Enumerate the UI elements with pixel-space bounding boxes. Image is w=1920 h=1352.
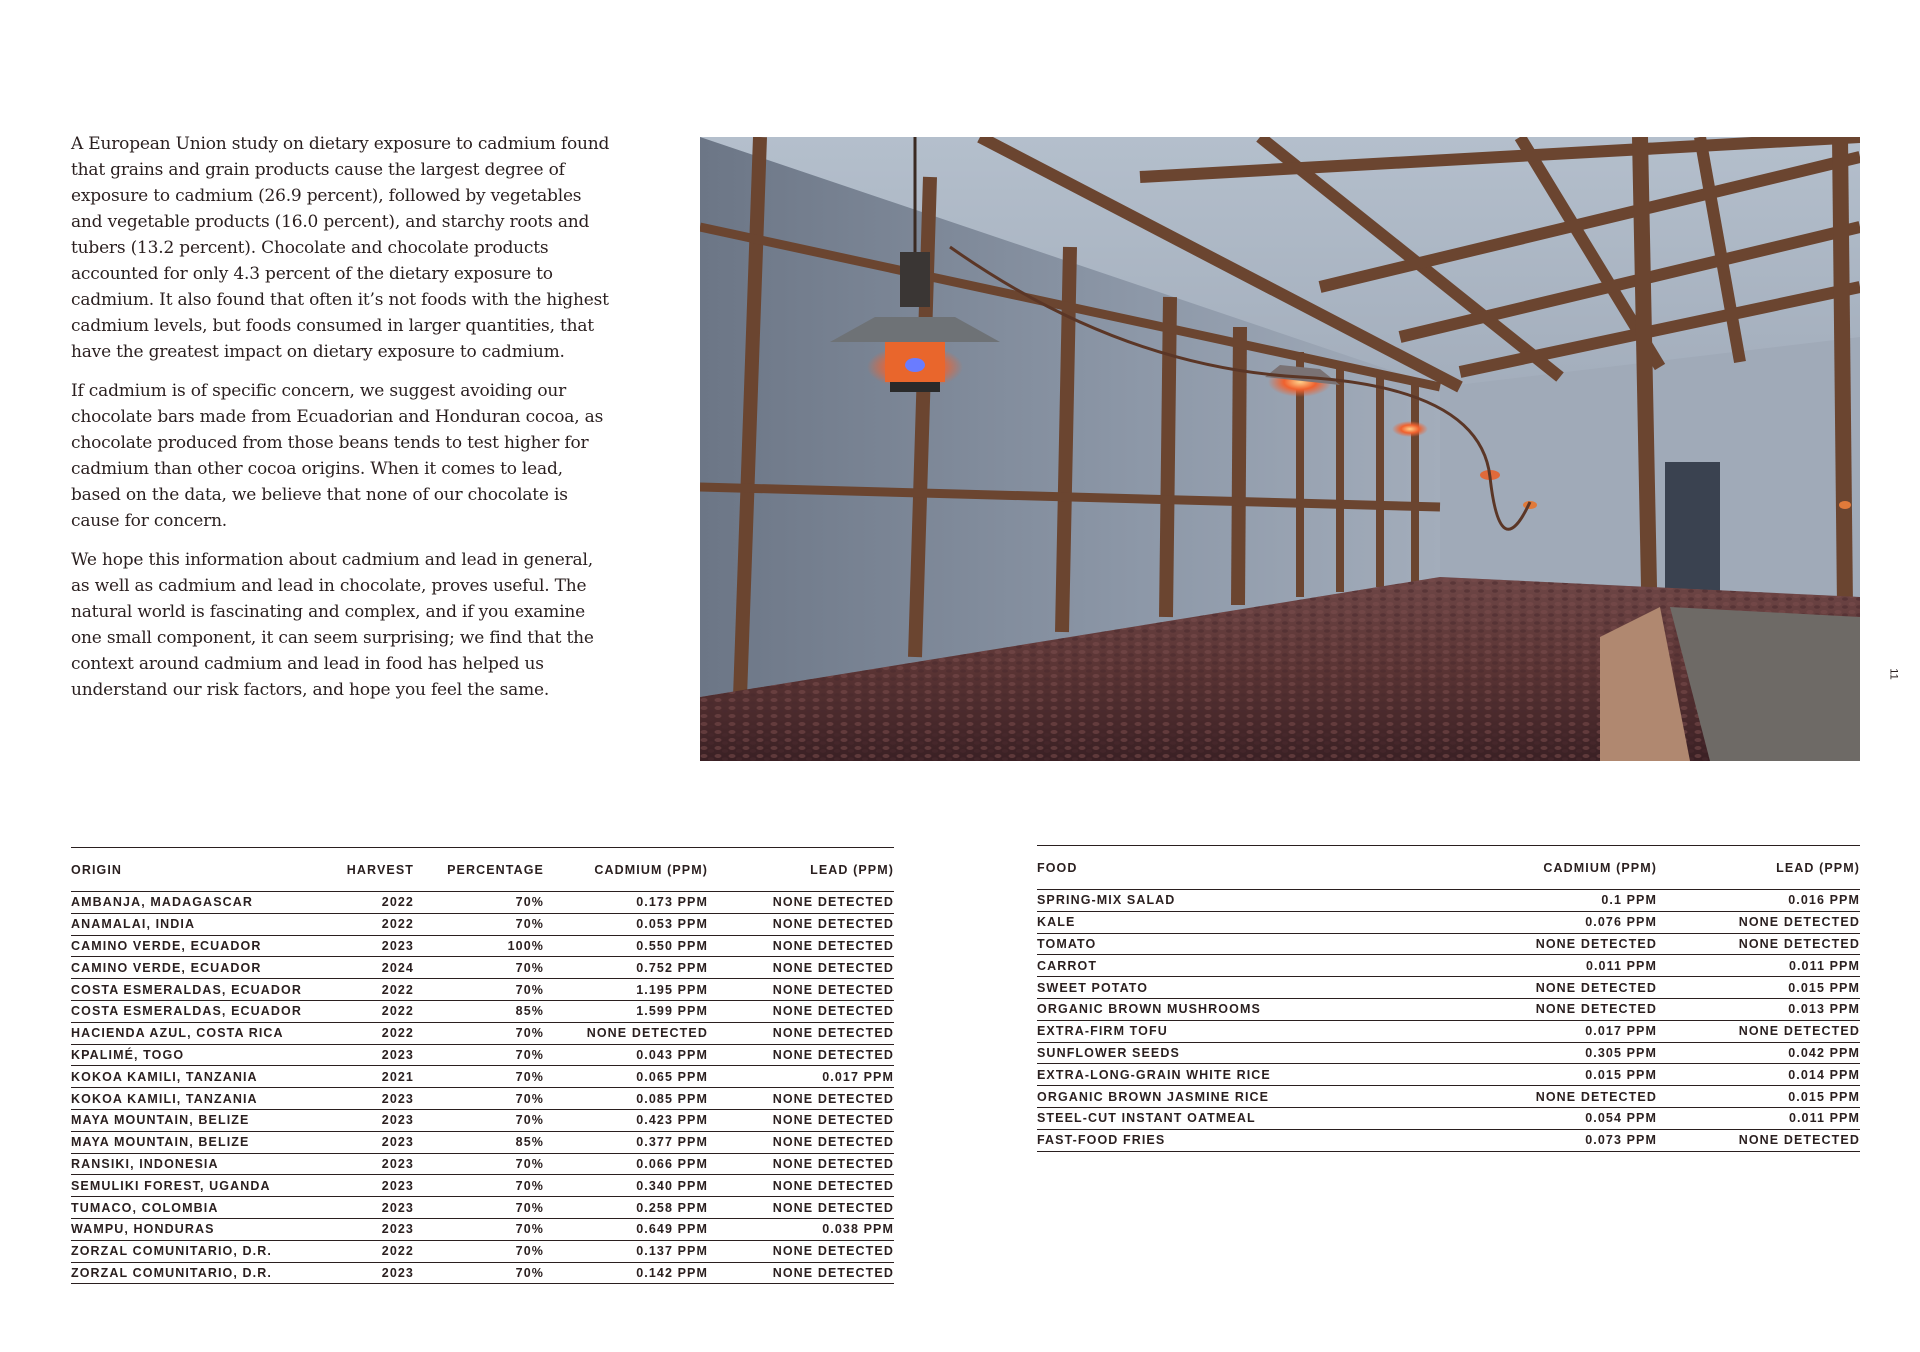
lead-cell: NONE DETECTED: [1657, 1129, 1860, 1151]
column-header-food: FOOD: [1037, 846, 1437, 890]
table-row: [1037, 890, 1860, 912]
lead-cell: 0.042 PPM: [1657, 1042, 1860, 1064]
food-cell: ORGANIC BROWN MUSHROOMS: [1037, 998, 1437, 1020]
percentage-cell: 70%: [414, 1240, 544, 1262]
cadmium-cell: 0.076 PPM: [1437, 911, 1657, 933]
lead-cell: NONE DETECTED: [708, 1197, 894, 1219]
cadmium-cell: NONE DETECTED: [1437, 933, 1657, 955]
lead-cell: 0.017 PPM: [708, 1066, 894, 1088]
body-paragraph-1: A European Union study on dietary exposure to cadmium found that grains and grain products cause the largest degree of exposure to cadmium (26.9 percent), followed by vegetables and vegetable products (16.0 percent), and starchy roots and tubers (13.2 percent). Chocolate and chocolate products accounted for only 4.3 percent of the dietary exposure to cadmium. It also found that often it’s not foods with the highest cadmium levels, but foods consumed in larger quantities, that have the greatest impact on dietary exposure to cadmium.: [71, 134, 610, 362]
percentage-cell: 85%: [414, 1131, 544, 1153]
table-row: [71, 1022, 894, 1044]
harvest-cell: 2022: [321, 979, 414, 1001]
lead-cell: 0.014 PPM: [1657, 1064, 1860, 1086]
table-row: [71, 1000, 894, 1022]
origin-cell: CAMINO VERDE, ECUADOR: [71, 957, 321, 979]
table-row: [71, 1218, 894, 1240]
harvest-cell: 2023: [321, 1109, 414, 1131]
food-cell: TOMATO: [1037, 933, 1437, 955]
cadmium-cell: 0.305 PPM: [1437, 1042, 1657, 1064]
lead-cell: NONE DETECTED: [1657, 1020, 1860, 1042]
cadmium-cell: NONE DETECTED: [544, 1022, 708, 1044]
table-row: [71, 892, 894, 914]
cadmium-cell: 0.065 PPM: [544, 1066, 708, 1088]
cocoa-drying-greenhouse-photo: [700, 137, 1860, 761]
origin-cell: KOKOA KAMILI, TANZANIA: [71, 1088, 321, 1110]
lead-cell: NONE DETECTED: [708, 1262, 894, 1284]
cadmium-cell: NONE DETECTED: [1437, 977, 1657, 999]
harvest-cell: 2021: [321, 1066, 414, 1088]
body-paragraph-3: We hope this information about cadmium and lead in general, as well as cadmium and lead in chocolate, proves useful. The natural world is fascinating and complex, and if you examine one small component, it can seem surprising; we find that the context around cadmium and lead in food has helped us understand our risk factors, and hope you feel the same.: [71, 550, 594, 700]
column-header-origin: ORIGIN: [71, 848, 321, 892]
cadmium-cell: 0.752 PPM: [544, 957, 708, 979]
origin-cell: COSTA ESMERALDAS, ECUADOR: [71, 1000, 321, 1022]
percentage-cell: 70%: [414, 1088, 544, 1110]
lead-cell: 0.016 PPM: [1657, 890, 1860, 912]
cadmium-cell: 0.073 PPM: [1437, 1129, 1657, 1151]
origin-cell: ZORZAL COMUNITARIO, D.R.: [71, 1262, 321, 1284]
cadmium-cell: 0.649 PPM: [544, 1218, 708, 1240]
cadmium-cell: 0.173 PPM: [544, 892, 708, 914]
table-row: [71, 935, 894, 957]
origin-cell: AMBANJA, MADAGASCAR: [71, 892, 321, 914]
table-row: [1037, 1064, 1860, 1086]
lead-cell: NONE DETECTED: [1657, 933, 1860, 955]
table-row: [71, 1262, 894, 1284]
lead-cell: 0.013 PPM: [1657, 998, 1860, 1020]
table-row: [1037, 955, 1860, 977]
cadmium-cell: 0.137 PPM: [544, 1240, 708, 1262]
lead-cell: 0.015 PPM: [1657, 1086, 1860, 1108]
cadmium-cell: NONE DETECTED: [1437, 998, 1657, 1020]
food-cell: SPRING-MIX SALAD: [1037, 890, 1437, 912]
origin-table-body: [71, 892, 894, 1284]
table-row: [71, 913, 894, 935]
percentage-cell: 70%: [414, 913, 544, 935]
percentage-cell: 70%: [414, 1109, 544, 1131]
origin-cell: CAMINO VERDE, ECUADOR: [71, 935, 321, 957]
table-row: [1037, 998, 1860, 1020]
harvest-cell: 2022: [321, 913, 414, 935]
harvest-cell: 2023: [321, 1153, 414, 1175]
lead-cell: NONE DETECTED: [708, 1175, 894, 1197]
table-row: [71, 1240, 894, 1262]
table-row: [1037, 911, 1860, 933]
origin-cell: MAYA MOUNTAIN, BELIZE: [71, 1109, 321, 1131]
origin-cell: COSTA ESMERALDAS, ECUADOR: [71, 979, 321, 1001]
origin-cell: KOKOA KAMILI, TANZANIA: [71, 1066, 321, 1088]
column-header-lead: LEAD (PPM): [708, 848, 894, 892]
table-row: [71, 1044, 894, 1066]
food-cell: CARROT: [1037, 955, 1437, 977]
lead-cell: NONE DETECTED: [708, 935, 894, 957]
lead-cell: NONE DETECTED: [708, 1044, 894, 1066]
origin-cell: HACIENDA AZUL, COSTA RICA: [71, 1022, 321, 1044]
food-levels-table: [1037, 845, 1860, 1152]
cadmium-cell: 0.015 PPM: [1437, 1064, 1657, 1086]
percentage-cell: 85%: [414, 1000, 544, 1022]
table-row: [1037, 1020, 1860, 1042]
lead-cell: NONE DETECTED: [708, 1109, 894, 1131]
percentage-cell: 70%: [414, 892, 544, 914]
table-row: [71, 979, 894, 1001]
lead-cell: 0.011 PPM: [1657, 955, 1860, 977]
percentage-cell: 70%: [414, 979, 544, 1001]
harvest-cell: 2023: [321, 1044, 414, 1066]
percentage-cell: 70%: [414, 957, 544, 979]
cadmium-cell: 0.066 PPM: [544, 1153, 708, 1175]
food-cell: FAST-FOOD FRIES: [1037, 1129, 1437, 1151]
food-cell: EXTRA-LONG-GRAIN WHITE RICE: [1037, 1064, 1437, 1086]
column-header-harvest: HARVEST: [321, 848, 414, 892]
origin-cell: SEMULIKI FOREST, UGANDA: [71, 1175, 321, 1197]
harvest-cell: 2022: [321, 1022, 414, 1044]
percentage-cell: 70%: [414, 1153, 544, 1175]
harvest-cell: 2023: [321, 1175, 414, 1197]
lead-cell: NONE DETECTED: [708, 1000, 894, 1022]
cadmium-cell: 0.340 PPM: [544, 1175, 708, 1197]
table-row: [71, 1109, 894, 1131]
column-header-lead: LEAD (PPM): [1657, 846, 1860, 890]
body-text: [71, 131, 616, 716]
table-row: [1037, 977, 1860, 999]
table-row: [1037, 933, 1860, 955]
table-header-row: [71, 848, 894, 892]
lead-cell: 0.015 PPM: [1657, 977, 1860, 999]
food-cell: EXTRA-FIRM TOFU: [1037, 1020, 1437, 1042]
cadmium-cell: NONE DETECTED: [1437, 1086, 1657, 1108]
table-row: [1037, 1042, 1860, 1064]
cadmium-cell: 1.195 PPM: [544, 979, 708, 1001]
food-cell: ORGANIC BROWN JASMINE RICE: [1037, 1086, 1437, 1108]
table-row: [71, 1066, 894, 1088]
column-header-cadmium: CADMIUM (PPM): [544, 848, 708, 892]
table-row: [71, 1153, 894, 1175]
lead-cell: 0.011 PPM: [1657, 1107, 1860, 1129]
harvest-cell: 2022: [321, 892, 414, 914]
lead-cell: NONE DETECTED: [708, 1240, 894, 1262]
percentage-cell: 100%: [414, 935, 544, 957]
table-row: [1037, 1107, 1860, 1129]
page-number: 11: [1887, 668, 1900, 680]
table-row: [71, 1131, 894, 1153]
body-paragraph-2: If cadmium is of specific concern, we suggest avoiding our chocolate bars made from Ecuadorian and Honduran cocoa, as chocolate produced from those beans tends to test higher for cadmium than other cocoa origins. When it comes to lead, based on the data, we believe that none of our chocolate is cause for concern.: [71, 381, 604, 531]
column-header-cadmium: CADMIUM (PPM): [1437, 846, 1657, 890]
percentage-cell: 70%: [414, 1262, 544, 1284]
cadmium-cell: 0.043 PPM: [544, 1044, 708, 1066]
harvest-cell: 2023: [321, 1131, 414, 1153]
lead-cell: NONE DETECTED: [708, 1131, 894, 1153]
table-row: [1037, 1129, 1860, 1151]
lead-cell: NONE DETECTED: [708, 1153, 894, 1175]
food-cell: STEEL-CUT INSTANT OATMEAL: [1037, 1107, 1437, 1129]
food-cell: KALE: [1037, 911, 1437, 933]
table-row: [71, 1197, 894, 1219]
lead-cell: NONE DETECTED: [708, 957, 894, 979]
cadmium-cell: 1.599 PPM: [544, 1000, 708, 1022]
lead-cell: 0.038 PPM: [708, 1218, 894, 1240]
origin-cell: MAYA MOUNTAIN, BELIZE: [71, 1131, 321, 1153]
harvest-cell: 2023: [321, 1197, 414, 1219]
percentage-cell: 70%: [414, 1175, 544, 1197]
food-cell: SWEET POTATO: [1037, 977, 1437, 999]
lead-cell: NONE DETECTED: [708, 1088, 894, 1110]
lead-cell: NONE DETECTED: [708, 1022, 894, 1044]
cadmium-cell: 0.142 PPM: [544, 1262, 708, 1284]
harvest-cell: 2023: [321, 1088, 414, 1110]
table-row: [71, 957, 894, 979]
harvest-cell: 2022: [321, 1240, 414, 1262]
table-header-row: [1037, 846, 1860, 890]
origin-levels-table: [71, 847, 894, 1284]
harvest-cell: 2023: [321, 1218, 414, 1240]
origin-cell: RANSIKI, INDONESIA: [71, 1153, 321, 1175]
percentage-cell: 70%: [414, 1044, 544, 1066]
lead-cell: NONE DETECTED: [708, 979, 894, 1001]
cadmium-cell: 0.085 PPM: [544, 1088, 708, 1110]
cadmium-cell: 0.053 PPM: [544, 913, 708, 935]
table-row: [1037, 1086, 1860, 1108]
harvest-cell: 2023: [321, 935, 414, 957]
table-row: [71, 1088, 894, 1110]
cadmium-cell: 0.423 PPM: [544, 1109, 708, 1131]
origin-cell: ANAMALAI, INDIA: [71, 913, 321, 935]
cadmium-cell: 0.377 PPM: [544, 1131, 708, 1153]
lead-cell: NONE DETECTED: [708, 913, 894, 935]
lead-cell: NONE DETECTED: [708, 892, 894, 914]
cadmium-cell: 0.550 PPM: [544, 935, 708, 957]
percentage-cell: 70%: [414, 1066, 544, 1088]
percentage-cell: 70%: [414, 1022, 544, 1044]
cadmium-cell: 0.1 PPM: [1437, 890, 1657, 912]
cadmium-cell: 0.258 PPM: [544, 1197, 708, 1219]
lead-cell: NONE DETECTED: [1657, 911, 1860, 933]
origin-cell: ZORZAL COMUNITARIO, D.R.: [71, 1240, 321, 1262]
food-cell: SUNFLOWER SEEDS: [1037, 1042, 1437, 1064]
harvest-cell: 2022: [321, 1000, 414, 1022]
harvest-cell: 2023: [321, 1262, 414, 1284]
cadmium-cell: 0.017 PPM: [1437, 1020, 1657, 1042]
food-table-body: [1037, 890, 1860, 1152]
cadmium-cell: 0.054 PPM: [1437, 1107, 1657, 1129]
cadmium-cell: 0.011 PPM: [1437, 955, 1657, 977]
column-header-percentage: PERCENTAGE: [414, 848, 544, 892]
harvest-cell: 2024: [321, 957, 414, 979]
percentage-cell: 70%: [414, 1197, 544, 1219]
origin-cell: TUMACO, COLOMBIA: [71, 1197, 321, 1219]
origin-cell: KPALIMÉ, TOGO: [71, 1044, 321, 1066]
percentage-cell: 70%: [414, 1218, 544, 1240]
table-row: [71, 1175, 894, 1197]
origin-cell: WAMPU, HONDURAS: [71, 1218, 321, 1240]
